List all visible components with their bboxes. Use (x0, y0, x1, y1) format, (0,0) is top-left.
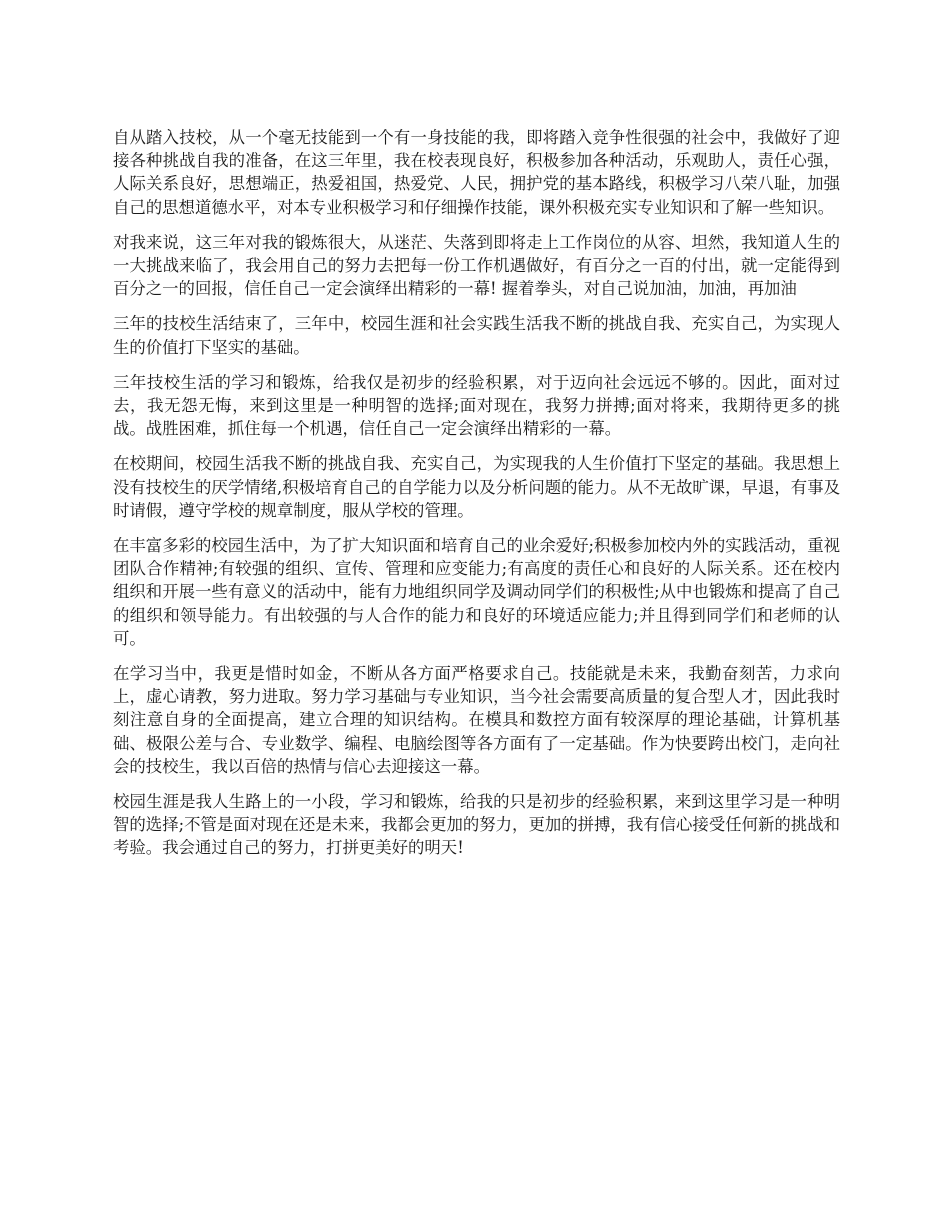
paragraph-8: 校园生涯是我人生路上的一小段，学习和锻炼，给我的只是初步的经验积累，来到这里学习是一种明智的选择;不管是面对现在还是未来，我都会更加的努力，更加的拼搏，我有信心接受任何新的挑战和考验。我会通过自己的努力，打拼更美好的明天! (113, 792, 840, 858)
document-body (113, 126, 840, 872)
paragraph-5: 在校期间，校园生活我不断的挑战自我、充实自己，为实现我的人生价值打下坚定的基础。我思想上没有技校生的厌学情绪,积极培育自己的自学能力以及分析问题的能力。从不无故旷课，早退，有事及时请假，遵守学校的规章制度，服从学校的管理。 (113, 454, 840, 520)
paragraph-7: 在学习当中，我更是惜时如金，不断从各方面严格要求自己。技能就是未来，我勤奋刻苦，力求向上，虚心请教，努力进取。努力学习基础与专业知识，当今社会需要高质量的复合型人才，因此我时刻注意自身的全面提高，建立合理的知识结构。在模具和数控方面有较深厚的理论基础，计算机基础、极限公差与合、专业数学、编程、电脑绘图等各方面有了一定基础。作为快要跨出校门，走向社会的技校生，我以百倍的热情与信心去迎接这一幕。 (113, 664, 840, 776)
paragraph-2: 对我来说，这三年对我的锻炼很大，从迷茫、失落到即将走上工作岗位的从容、坦然，我知道人生的一大挑战来临了，我会用自己的努力去把每一份工作机遇做好，有百分之一百的付出，就一定能得到百分之一的回报，信任自己一定会演绎出精彩的一幕! 握着拳头，对自己说加油，加油，再加油 (113, 232, 840, 299)
paragraph-1: 自从踏入技校，从一个毫无技能到一个有一身技能的我，即将踏入竞争性很强的社会中，我做好了迎接各种挑战自我的准备，在这三年里，我在校表现良好，积极参加各种活动，乐观助人，责任心强，人际关系良好，思想端正，热爱祖国，热爱党、人民，拥护党的基本路线，积极学习八荣八耻，加强自己的思想道德水平，对本专业积极学习和仔细操作技能，课外积极充实专业知识和了解一些知识。 (113, 128, 840, 217)
paragraph-3: 三年的技校生活结束了，三年中，校园生涯和社会实践生活我不断的挑战自我、充实自己，为实现人生的价值打下坚实的基础。 (113, 314, 840, 357)
paragraph-6: 在丰富多彩的校园生活中，为了扩大知识面和培育自己的业余爱好;积极参加校内外的实践活动，重视团队合作精神;有较强的组织、宣传、管理和应变能力;有高度的责任心和良好的人际关系。还在校内组织和开展一些有意义的活动中，能有力地组织同学及调动同学们的积极性;从中也锻炼和提高了自己的组织和领导能力。有出较强的与人合作的能力和良好的环境适应能力;并且得到同学们和老师的认可。 (113, 536, 840, 648)
paragraph-4: 三年技校生活的学习和锻炼，给我仅是初步的经验积累，对于迈向社会远远不够的。因此，面对过去，我无怨无悔，来到这里是一种明智的选择;面对现在，我努力拼搏;面对将来，我期待更多的挑战。战胜困难，抓住每一个机遇，信任自己一定会演绎出精彩的一幕。 (113, 372, 840, 439)
